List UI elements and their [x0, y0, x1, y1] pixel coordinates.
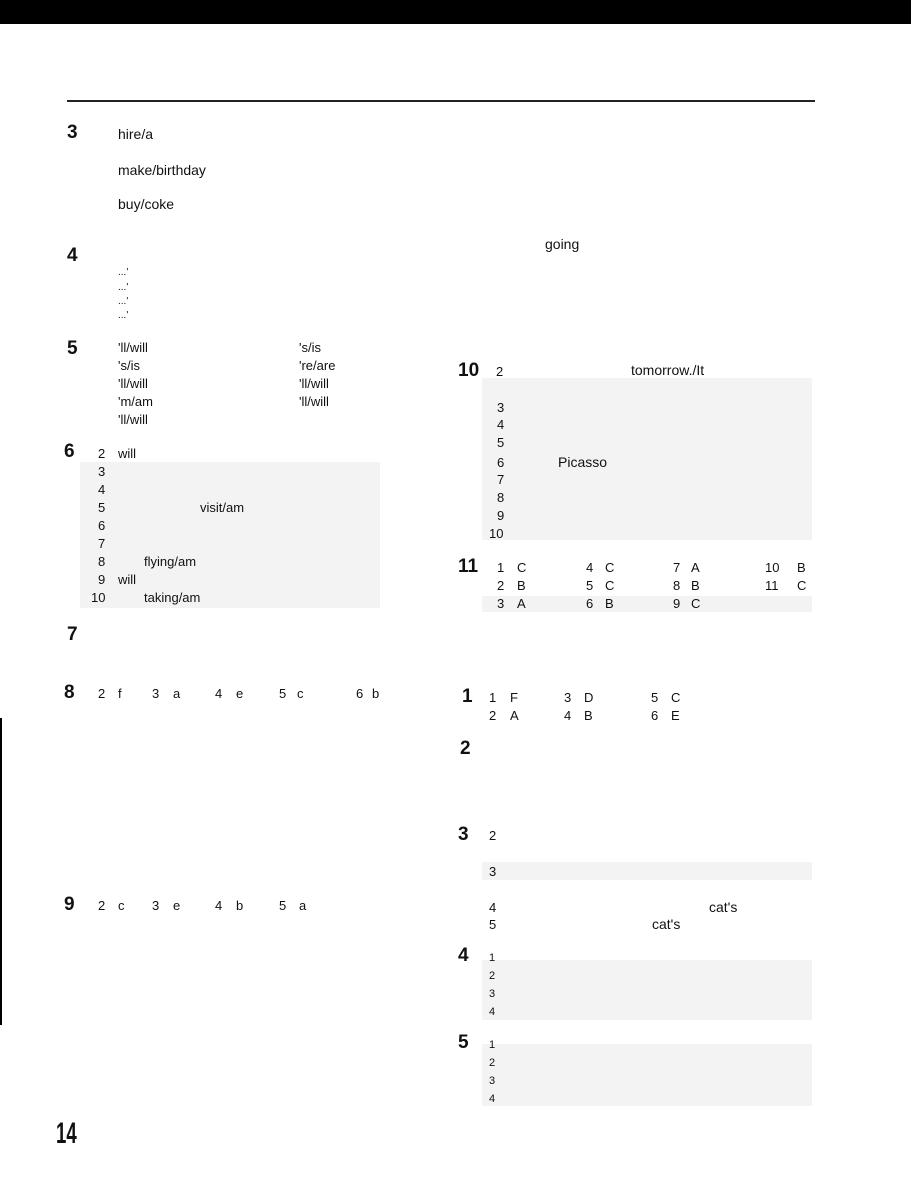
answer-letter: a — [173, 686, 181, 701]
answer-text: 'll/will — [118, 340, 148, 355]
answer-text: taking/am — [144, 590, 201, 605]
answer-letter: D — [584, 690, 594, 705]
answer-letter: B — [797, 560, 806, 575]
answer-letter: B — [517, 578, 526, 593]
exercise-number: 7 — [67, 624, 78, 645]
answer-letter: B — [584, 708, 593, 723]
item-number: 2 — [98, 686, 106, 701]
shade-r5 — [482, 1044, 812, 1106]
item-number: 2 — [497, 578, 505, 593]
shade-r4 — [482, 960, 812, 1020]
answer-letter: C — [691, 596, 701, 611]
item-number: 5 — [489, 917, 497, 932]
answer-text: buy/coke — [118, 196, 175, 212]
item-number: 3 — [98, 464, 106, 479]
item-number: 6 — [497, 455, 505, 470]
answer-text: going — [545, 236, 580, 252]
item-number: 7 — [497, 472, 505, 487]
exercise-number: 4 — [458, 945, 469, 966]
item-number: 4 — [215, 686, 223, 701]
answer-text: cat's — [652, 916, 681, 932]
exercise-number: 9 — [64, 894, 75, 915]
exercise-number: 5 — [67, 338, 78, 359]
item-number: 1 — [489, 690, 497, 705]
item-number: 11 — [765, 578, 779, 593]
item-number: 4 — [489, 1006, 496, 1018]
ellipsis-mark: ...' — [118, 296, 129, 307]
answer-text: hire/a — [118, 126, 154, 142]
item-number: 4 — [497, 417, 505, 432]
exercise-number: 8 — [64, 682, 75, 703]
answer-letter: b — [236, 898, 244, 913]
answer-text: make/birthday — [118, 162, 206, 178]
item-number: 2 — [489, 1057, 496, 1069]
header-rule — [67, 100, 815, 102]
answer-text: 'll/will — [299, 376, 329, 391]
item-number: 10 — [91, 590, 106, 605]
item-number: 3 — [152, 686, 160, 701]
top-black-bar — [0, 0, 911, 24]
item-number: 4 — [489, 900, 497, 915]
answer-letter: A — [517, 596, 526, 611]
item-number: 8 — [98, 554, 106, 569]
item-number: 4 — [98, 482, 106, 497]
exercise-number: 5 — [458, 1032, 469, 1053]
answer-text: cat's — [709, 899, 738, 915]
item-number: 7 — [673, 560, 681, 575]
answer-text: 'll/will — [299, 394, 329, 409]
answer-letter: B — [605, 596, 614, 611]
item-number: 4 — [564, 708, 572, 723]
answer-letter: b — [372, 686, 380, 701]
item-number: 1 — [497, 560, 505, 575]
item-number: 8 — [673, 578, 681, 593]
item-number: 3 — [489, 988, 496, 1000]
item-number: 5 — [279, 898, 287, 913]
exercise-number: 1 — [462, 686, 473, 707]
item-number: 5 — [651, 690, 659, 705]
item-number: 5 — [586, 578, 594, 593]
answer-letter: C — [605, 560, 615, 575]
item-number: 3 — [497, 400, 505, 415]
item-number: 3 — [564, 690, 572, 705]
item-number: 10 — [765, 560, 780, 575]
item-number: 10 — [489, 526, 504, 541]
item-number: 4 — [586, 560, 594, 575]
answer-letter: B — [691, 578, 700, 593]
shade-ex11 — [482, 596, 812, 612]
answer-text: 'll/will — [118, 412, 148, 427]
ellipsis-mark: ...' — [118, 282, 129, 293]
answer-text: 's/is — [118, 358, 140, 373]
item-number: 2 — [496, 364, 504, 379]
exercise-number: 3 — [458, 824, 469, 845]
exercise-number: 10 — [458, 360, 480, 381]
answer-letter: F — [510, 690, 518, 705]
item-number: 4 — [489, 1093, 496, 1105]
answer-letter: c — [297, 686, 304, 701]
item-number: 9 — [98, 572, 106, 587]
item-number: 6 — [356, 686, 364, 701]
item-number: 3 — [489, 1075, 496, 1087]
answer-letter: e — [173, 898, 181, 913]
item-number: 3 — [152, 898, 160, 913]
item-number: 8 — [497, 490, 505, 505]
exercise-number: 2 — [460, 738, 471, 759]
item-number: 2 — [489, 708, 497, 723]
answer-text: 'm/am — [118, 394, 153, 409]
answer-letter: C — [517, 560, 527, 575]
ellipsis-mark: ...' — [118, 310, 129, 321]
item-number: 3 — [497, 596, 505, 611]
answer-letter: A — [691, 560, 700, 575]
answer-letter: C — [605, 578, 615, 593]
ellipsis-mark: ...' — [118, 267, 129, 278]
item-number: 5 — [497, 435, 505, 450]
answer-letter: f — [118, 686, 122, 701]
answer-letter: e — [236, 686, 244, 701]
answer-text: Picasso — [558, 454, 608, 470]
answer-letter: C — [797, 578, 807, 593]
left-edge-mark — [0, 718, 2, 1025]
item-number: 4 — [215, 898, 223, 913]
item-number: 1 — [489, 1039, 496, 1051]
item-number: 7 — [98, 536, 106, 551]
answer-text: will — [118, 572, 137, 587]
answer-letter: c — [118, 898, 125, 913]
answer-letter: C — [671, 690, 681, 705]
item-number: 1 — [489, 952, 496, 964]
answer-text: 'll/will — [118, 376, 148, 391]
item-number: 6 — [586, 596, 594, 611]
item-number: 9 — [673, 596, 681, 611]
answer-text: 're/are — [299, 358, 336, 373]
exercise-number: 6 — [64, 441, 75, 462]
item-number: 5 — [98, 500, 106, 515]
answer-letter: a — [299, 898, 307, 913]
item-number: 3 — [489, 864, 497, 879]
answer-text: tomorrow./It — [631, 362, 705, 378]
item-number: 2 — [98, 446, 106, 461]
item-number: 6 — [651, 708, 659, 723]
item-number: 2 — [489, 828, 497, 843]
shade-r3 — [482, 862, 812, 880]
exercise-number: 3 — [67, 122, 78, 143]
item-number: 9 — [497, 508, 505, 523]
shade-ex10 — [482, 378, 812, 540]
exercise-number: 4 — [67, 245, 78, 266]
page-number: 14 — [56, 1117, 77, 1150]
answer-text: flying/am — [144, 554, 197, 569]
answer-text: 's/is — [299, 340, 321, 355]
answer-letter: A — [510, 708, 519, 723]
exercise-number: 11 — [458, 556, 479, 577]
item-number: 6 — [98, 518, 106, 533]
item-number: 2 — [489, 970, 496, 982]
answer-text: will — [118, 446, 137, 461]
answer-letter: E — [671, 708, 680, 723]
item-number: 2 — [98, 898, 106, 913]
answer-text: visit/am — [200, 500, 245, 515]
item-number: 5 — [279, 686, 287, 701]
